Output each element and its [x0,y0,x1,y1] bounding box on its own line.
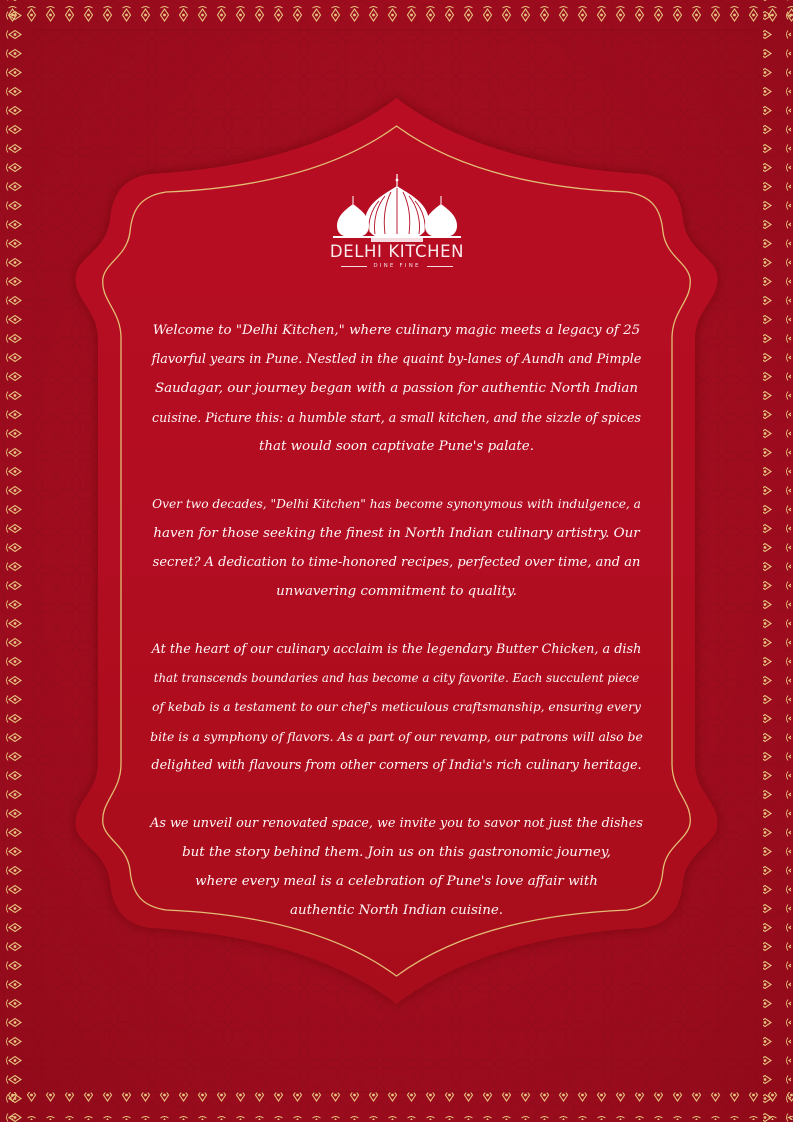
paragraph-butter-chicken [150,635,643,780]
text-line: At the heart of our culinary acclaim is the legendary Butter Chicken, a dish [151,642,642,657]
paragraph-two-decades [150,490,643,606]
tagline-rule-right [427,266,453,267]
text-line: that would soon captivate Pune's palate. [259,439,534,454]
paragraph-invitation [150,809,643,925]
paragraph-welcome [150,316,643,461]
right-border-icon [763,0,791,1122]
text-line: haven for those seeking the finest in North Indian culinary artistry. Our [153,526,640,541]
tagline-row [296,263,498,269]
text-line: but the story behind them. Join us on this gastronomic journey, [182,845,611,860]
text-line: that transcends boundaries and has become a city favorite. Each succulent piece [153,671,640,685]
mughal-dome-icon [331,172,463,244]
text-line: authentic North Indian cuisine. [289,903,504,918]
text-line: of kebab is a testament to our chef's meticulous craftsmanship, ensuring every [152,700,641,714]
text-line: cuisine. Picture this: a humble start, a small kitchen, and the sizzle of spices [152,410,641,425]
text-line: Welcome to "Delhi Kitchen," where culinary magic meets a legacy of 25 [152,323,641,338]
text-line: unwavering commitment to quality. [276,584,517,599]
brand-name: DELHI KITCHEN [329,242,465,261]
text-line: As we unveil our renovated space, we invite you to savor not just the dishes [150,816,643,831]
text-line: Saudagar, our journey began with a passion for authentic North Indian [154,381,639,396]
left-border-icon [2,0,30,1122]
story-text [150,316,643,925]
brand-logo [296,172,498,282]
brand-tagline: DINE FINE [373,263,421,269]
text-line: delighted with flavours from other corners of India's rich culinary heritage. [151,758,642,773]
top-border-icon [0,2,793,30]
text-line: where every meal is a celebration of Pune's love affair with [195,874,598,889]
text-line: Over two decades, "Delhi Kitchen" has become synonymous with indulgence, a [152,497,641,511]
bottom-border-icon [0,1092,793,1120]
tagline-rule-left [341,266,367,267]
text-line: bite is a symphony of flavors. As a part of our revamp, our patrons will also be [150,729,643,744]
text-line: flavorful years in Pune. Nestled in the quaint by-lanes of Aundh and Pimple [151,352,642,367]
text-line: secret? A dedication to time-honored recipes, perfected over time, and an [152,555,641,570]
